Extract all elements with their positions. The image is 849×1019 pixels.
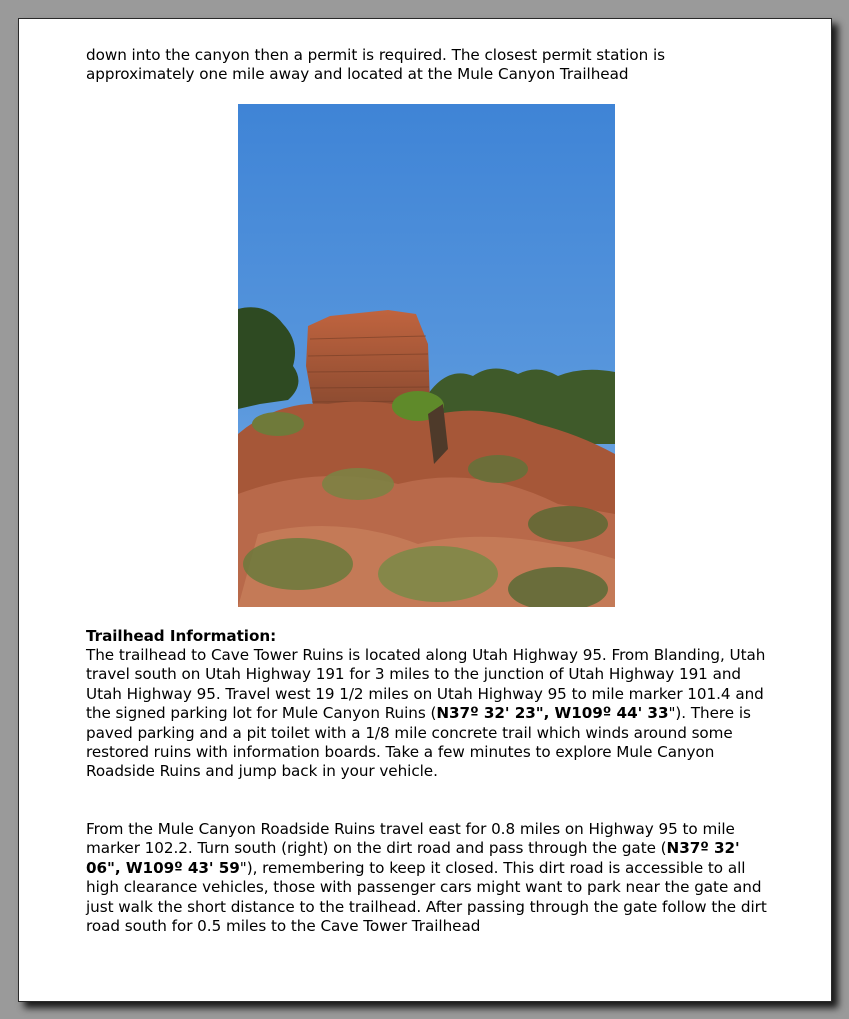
paragraph-1-text-a: The trailhead to Cave Tower Ruins is located along Utah Highway 95. From Blanding, Utah travel south on Utah Highway 191 for 3 miles to the junction of Utah Highway 191 and Utah Highway 95. Travel west 19 1/2 miles on Utah Highway 95 to mile marker 101.4 and the signed parking lot for Mule Canyon Ruins ( (86, 646, 766, 723)
gate-coordinates: N37º 32' 06", W109º 43' 59 (86, 839, 740, 877)
trailhead-paragraph-1 (86, 646, 776, 782)
intro-paragraph: down into the canyon then a permit is required. The closest permit station is approximately one mile away and located at the Mule Canyon Trailhead (86, 46, 666, 84)
trailhead-heading: Trailhead Information: (86, 627, 277, 645)
paragraph-2-text-a: From the Mule Canyon Roadside Ruins travel east for 0.8 miles on Highway 95 to mile marker 102.2. Turn south (right) on the dirt road and pass through the gate ( (86, 820, 735, 858)
paragraph-1-text-b: "). There is paved parking and a pit toilet with a 1/8 mile concrete trail which winds around some restored ruins with information boards. Take a few minutes to explore Mule Canyon Roadside Ruins and jump back in your vehicle. (86, 704, 751, 781)
paragraph-2-text-b: "), remembering to keep it closed. This dirt road is accessible to all high clearance vehicles, those with passenger cars might want to park near the gate and just walk the short distance to the trailhead. After passing through the gate follow the dirt road south for 0.5 miles to the Cave Tower Trailhead (86, 858, 767, 936)
document-page (18, 18, 832, 1002)
cave-tower-photo (238, 104, 615, 607)
parking-coordinates: N37º 32' 23", W109º 44' 33 (436, 704, 669, 723)
trailhead-paragraph-2 (86, 820, 776, 936)
